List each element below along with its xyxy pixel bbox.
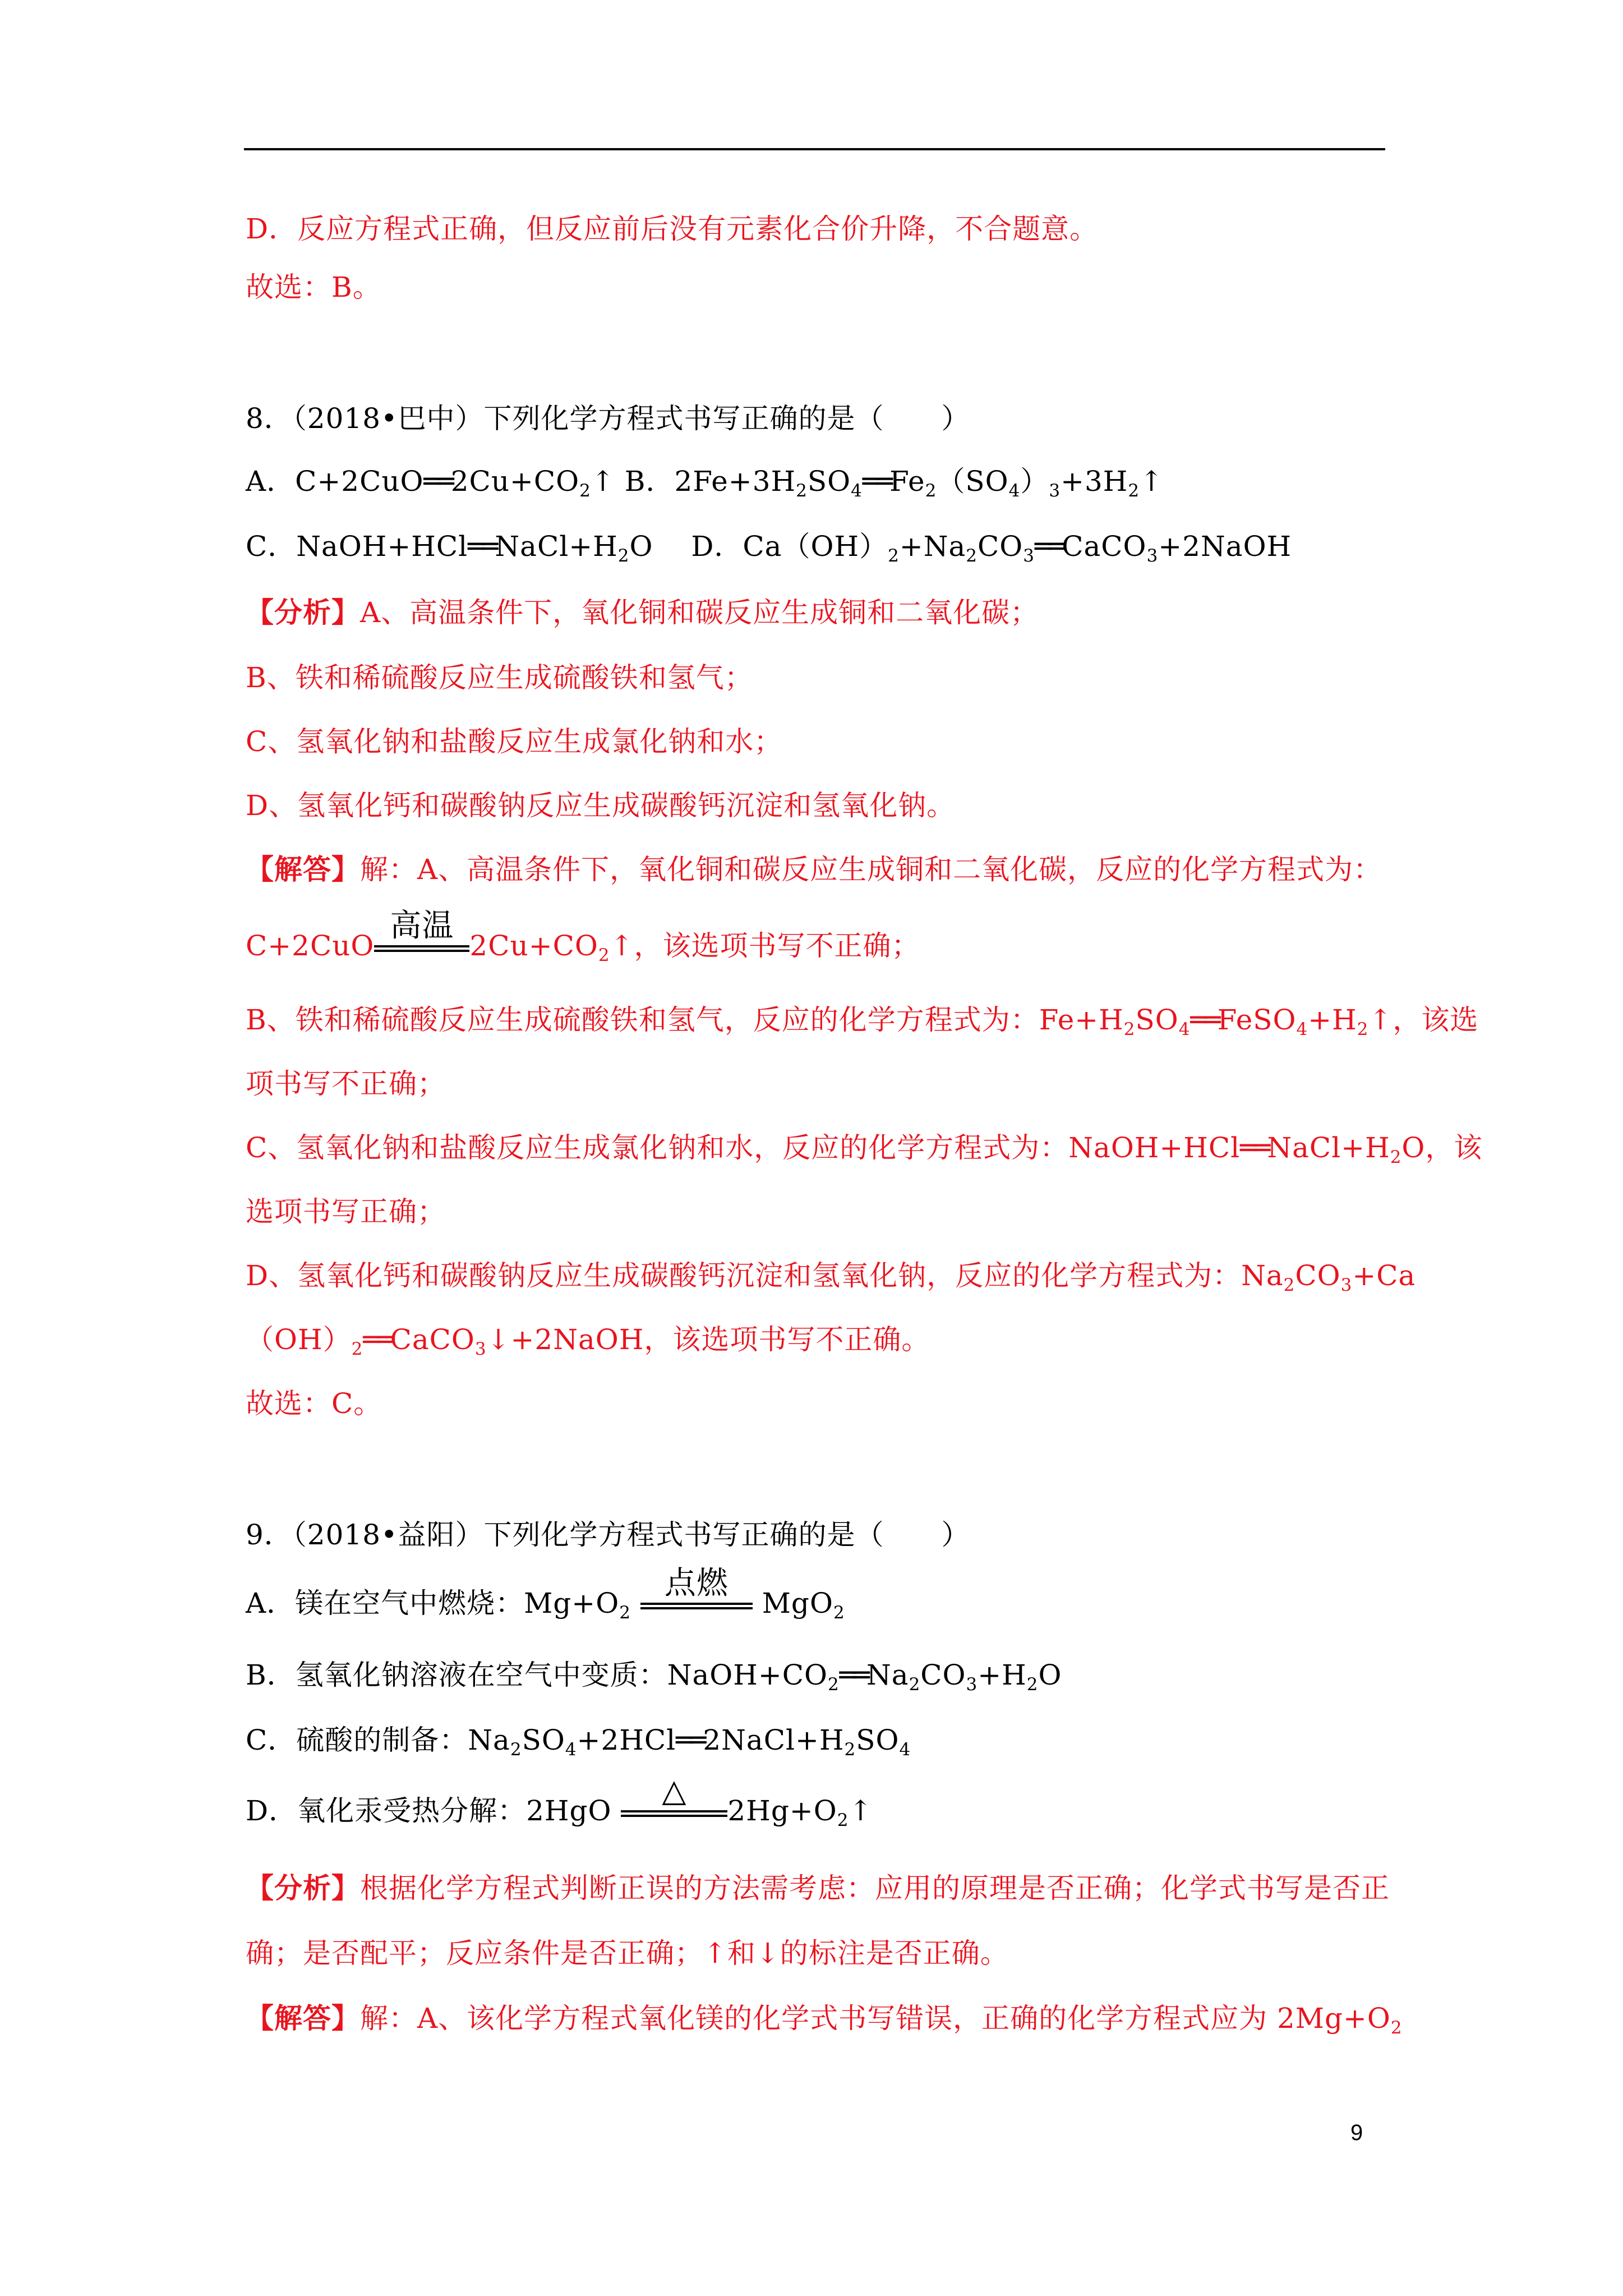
analysis-line: C、氢氧化钠和盐酸反应生成氯化钠和水； bbox=[246, 725, 783, 758]
analysis-line: 【分析】根据化学方程式判断正误的方法需考虑：应用的原理是否正确；化学式书写是否正 bbox=[246, 1871, 1390, 1904]
analysis-line: D、氢氧化钙和碳酸钠反应生成碳酸钙沉淀和氢氧化钠。 bbox=[246, 789, 956, 822]
question-9-option-b: B．氢氧化钠溶液在空气中变质：$NaOH+CO_2══Na_2CO_3+H_2O$ bbox=[246, 1659, 1062, 1695]
text-line: D．反应方程式正确，但反应前后没有元素化合价升降，不合题意。 bbox=[246, 213, 1099, 245]
solution-line: B、铁和稀硫酸反应生成硫酸铁和氢气，反应的化学方程式为：$Fe+H_2SO_4══FeSO_4+H_2↑$，该选 bbox=[246, 1004, 1479, 1039]
question-8-options-ab: A．$C+2CuO══2Cu+CO_2↑$ B．$2Fe+3H_2SO_4══Fe_2(SO_4)_3+3H_2↑$ bbox=[246, 465, 1164, 501]
question-9-option-d: D．氧化汞受热分解：2HgO △ $2Hg+O_2↑$ bbox=[246, 1773, 873, 1830]
page-number: 9 bbox=[1350, 2120, 1363, 2145]
condition-heat: △ bbox=[621, 1803, 727, 1820]
question-9-stem: 9．（2018•益阳）下列化学方程式书写正确的是（ ） bbox=[246, 1519, 970, 1551]
solution-line: D、氢氧化钙和碳酸钠反应生成碳酸钙沉淀和氢氧化钠，反应的化学方程式为：$Na_2CO_3+Ca$ bbox=[246, 1259, 1416, 1295]
text-line: 故选：B。 bbox=[246, 271, 381, 303]
condition-high-temp: 高温 bbox=[374, 938, 469, 955]
solution-line: 项书写不正确； bbox=[246, 1068, 446, 1100]
analysis-line: 【分析】A、高温条件下，氧化铜和碳反应生成铜和二氧化碳； bbox=[246, 596, 1039, 629]
answer-line: 故选：C。 bbox=[246, 1387, 382, 1420]
question-8-options-cd: C．$NaOH+HCl══NaCl+H_2O$ D．$Ca(OH)_2+Na_2CO_3══CaCO_3+2NaOH$ bbox=[246, 530, 1292, 566]
solution-line: $(OH)_2══CaCO_3↓+2NaOH$，该选项书写不正确。 bbox=[246, 1323, 930, 1359]
analysis-line: B、铁和稀硫酸反应生成硫酸铁和氢气； bbox=[246, 661, 753, 694]
solution-line: 【解答】解：A、高温条件下，氧化铜和碳反应生成铜和二氧化碳，反应的化学方程式为： bbox=[246, 853, 1382, 886]
solution-equation: C+2CuO 高温 $2Cu+CO_2↑$，该选项书写不正确； bbox=[246, 908, 920, 965]
question-9-option-a: A．镁在空气中燃烧：$Mg+O_2$ 点燃 MgO$_2$ bbox=[246, 1565, 845, 1623]
question-9-option-c: C．硫酸的制备：$Na_2SO_4+2HCl══2NaCl+H_2SO_4$ bbox=[246, 1724, 911, 1760]
solution-line: 选项书写正确； bbox=[246, 1195, 446, 1228]
header-rule bbox=[244, 148, 1385, 150]
solution-line: 【解答】解：A、该化学方程式氧化镁的化学式书写错误，正确的化学方程式应为 $2Mg+O_2$ bbox=[246, 2001, 1403, 2038]
solution-line: C、氢氧化钠和盐酸反应生成氯化钠和水，反应的化学方程式为：$NaOH+HCl══NaCl+H_2O$，该 bbox=[246, 1131, 1483, 1167]
question-8-stem: 8．（2018•巴中）下列化学方程式书写正确的是（ ） bbox=[246, 402, 970, 435]
condition-ignite: 点燃 bbox=[640, 1596, 753, 1613]
analysis-line: 确；是否配平；反应条件是否正确；↑和↓的标注是否正确。 bbox=[246, 1937, 1009, 1970]
